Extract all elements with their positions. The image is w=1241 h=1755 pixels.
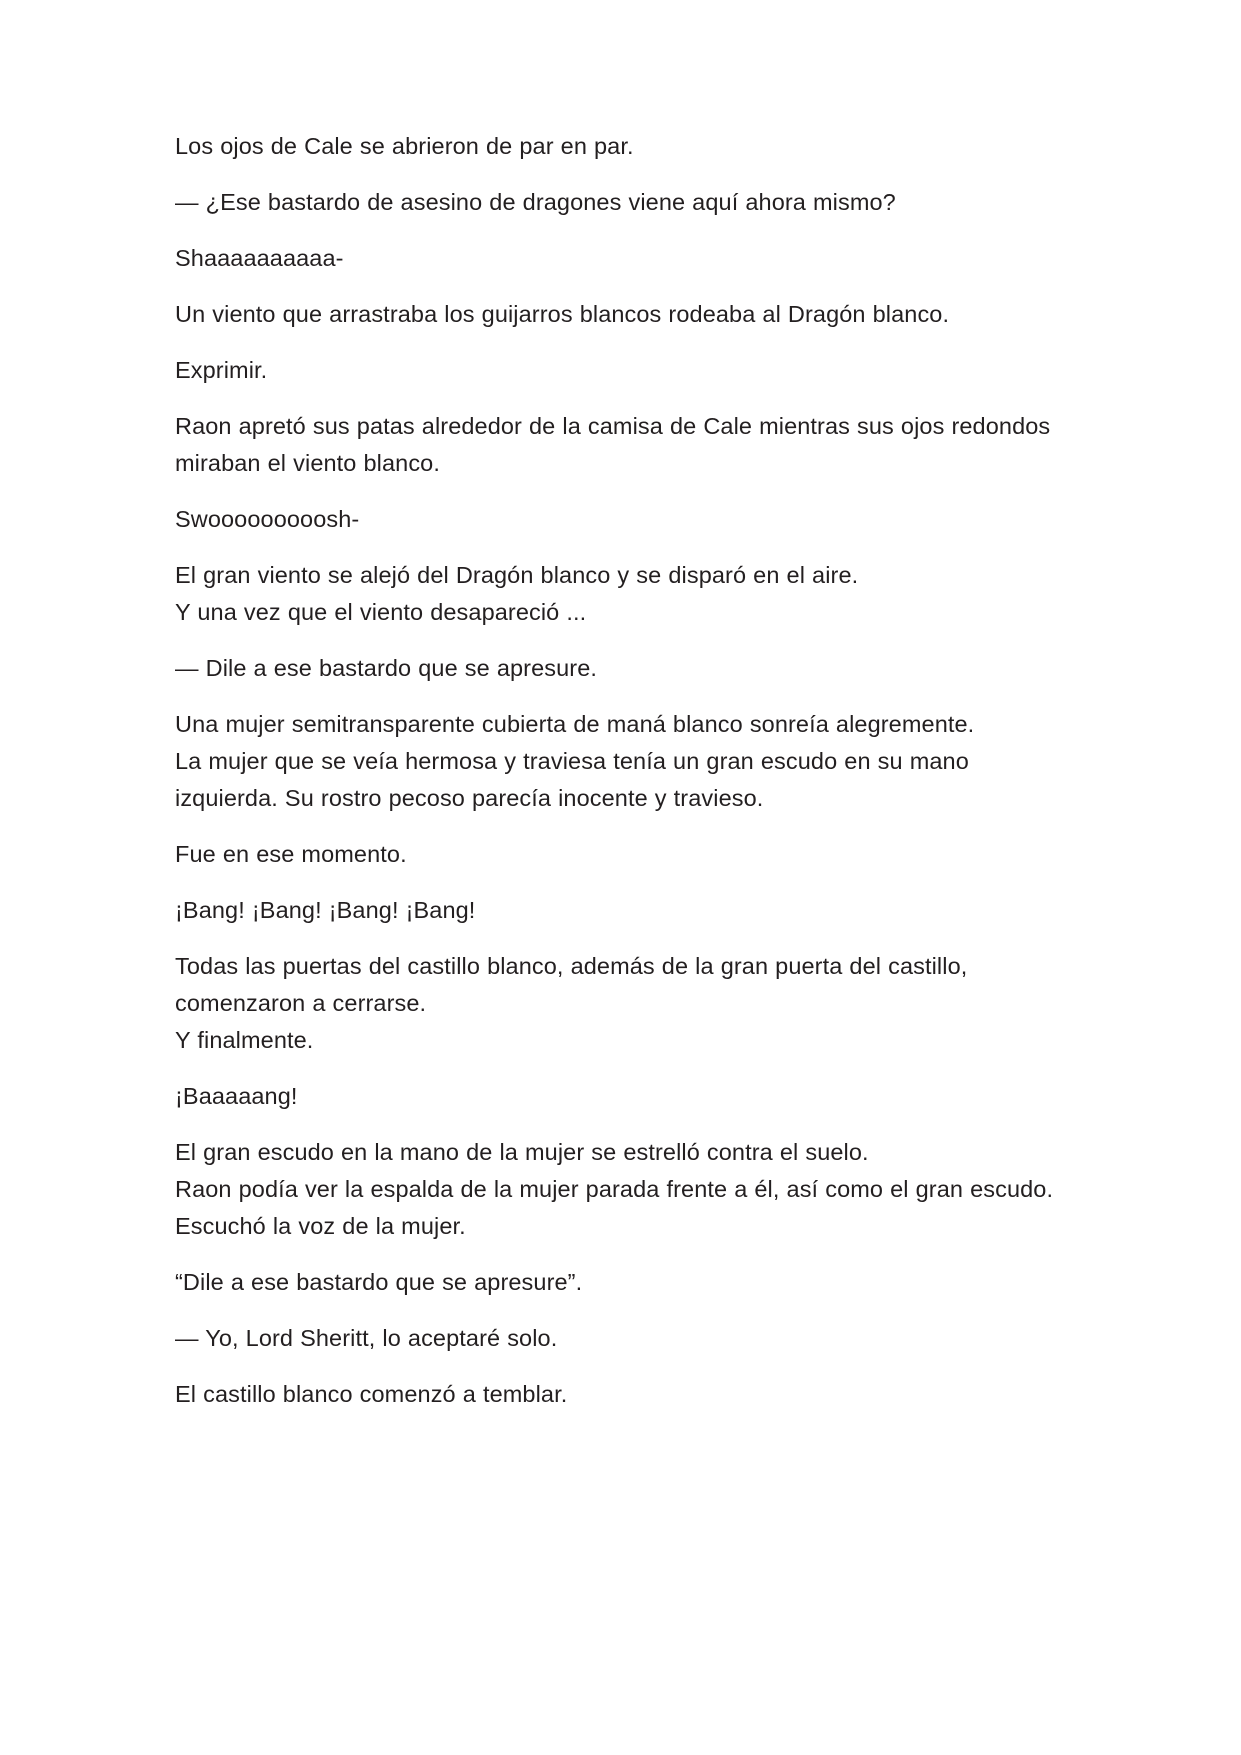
paragraph (175, 557, 1055, 631)
paragraph (175, 501, 1055, 538)
paragraph (175, 296, 1055, 333)
text-line: — Dile a ese bastardo que se apresure. (175, 655, 598, 681)
text-line: Y finalmente. (175, 1027, 314, 1053)
text-line: Todas las puertas del castillo blanco, además de la gran puerta del castillo, comenzaron a cerrarse. (175, 953, 968, 1016)
paragraph (175, 1134, 1055, 1245)
text-line: Una mujer semitransparente cubierta de maná blanco sonreía alegremente. (175, 711, 975, 737)
text-line: El castillo blanco comenzó a temblar. (175, 1381, 568, 1407)
text-line: Y una vez que el viento desapareció ... (175, 599, 587, 625)
text-line: Shaaaaaaaaaa- (175, 245, 344, 271)
paragraph (175, 948, 1055, 1059)
text-line: Swooooooooosh- (175, 506, 360, 532)
paragraph (175, 184, 1055, 221)
text-line: Un viento que arrastraba los guijarros blancos rodeaba al Dragón blanco. (175, 301, 950, 327)
text-line: ¡Baaaaang! (175, 1083, 298, 1109)
text-line: La mujer que se veía hermosa y traviesa tenía un gran escudo en su mano izquierda. Su rostro pecoso parecía inocente y travieso. (175, 748, 969, 811)
text-line: Los ojos de Cale se abrieron de par en par. (175, 133, 634, 159)
text-line: Raon apretó sus patas alrededor de la camisa de Cale mientras sus ojos redondos miraban el viento blanco. (175, 413, 1051, 476)
paragraph (175, 892, 1055, 929)
paragraph (175, 1376, 1055, 1413)
text-line: “Dile a ese bastardo que se apresure”. (175, 1269, 583, 1295)
document-body (175, 128, 1055, 1413)
paragraph (175, 128, 1055, 165)
paragraph (175, 352, 1055, 389)
paragraph (175, 408, 1055, 482)
paragraph (175, 1264, 1055, 1301)
paragraph (175, 1320, 1055, 1357)
paragraph (175, 650, 1055, 687)
text-line: ¡Bang! ¡Bang! ¡Bang! ¡Bang! (175, 897, 476, 923)
paragraph (175, 836, 1055, 873)
text-line: El gran viento se alejó del Dragón blanco y se disparó en el aire. (175, 562, 859, 588)
text-line: Raon podía ver la espalda de la mujer parada frente a él, así como el gran escudo. Escuchó la voz de la mujer. (175, 1176, 1054, 1239)
text-line: — Yo, Lord Sheritt, lo aceptaré solo. (175, 1325, 558, 1351)
paragraph (175, 240, 1055, 277)
text-line: El gran escudo en la mano de la mujer se estrelló contra el suelo. (175, 1139, 869, 1165)
text-line: Fue en ese momento. (175, 841, 407, 867)
text-line: Exprimir. (175, 357, 268, 383)
paragraph (175, 706, 1055, 817)
text-line: — ¿Ese bastardo de asesino de dragones viene aquí ahora mismo? (175, 189, 896, 215)
paragraph (175, 1078, 1055, 1115)
